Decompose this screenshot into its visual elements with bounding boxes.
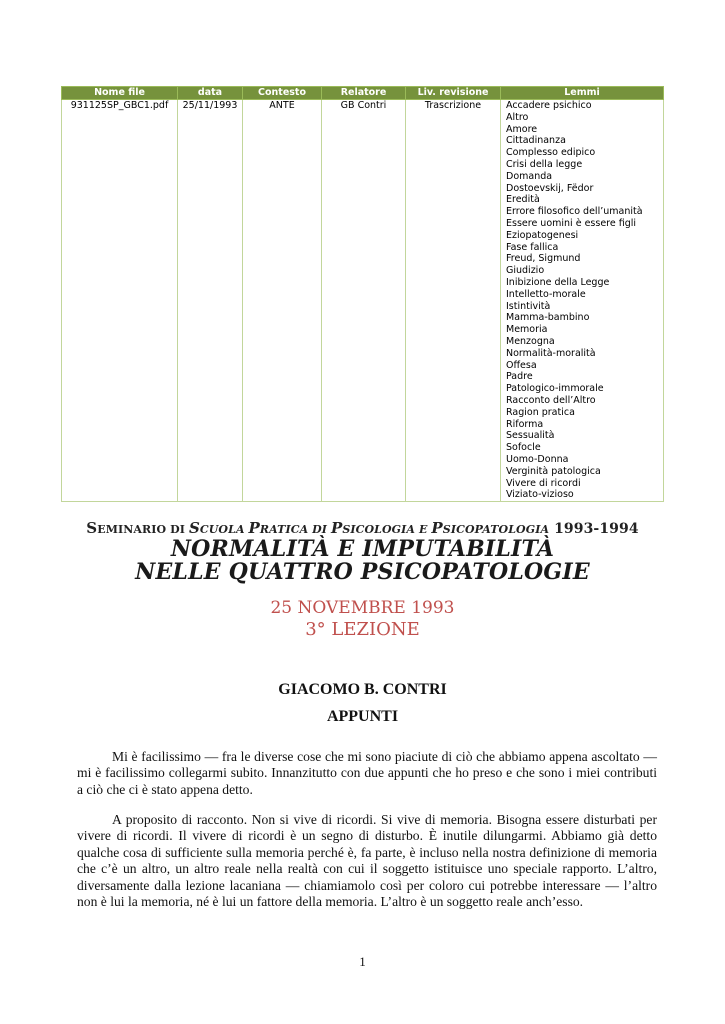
body-paragraph-1: Mi è facilissimo — fra le diverse cose che mi sono piaciute di ciò che abbiamo appena ascoltato — mi è facilissimo collegarmi subito. Innanzitutto con due appunti che ho preso e che sono i miei contributi a ciò che ci è stato appena detto.: [77, 749, 657, 797]
header-lemmi: Lemmi: [501, 87, 664, 100]
header-liv-revisione: Liv. revisione: [406, 87, 501, 100]
seminar-text: EMINARIO DI: [97, 523, 189, 536]
cell-nome-file: 931125SP_GBC1.pdf: [62, 100, 178, 502]
section-subtitle: APPUNTI: [326, 708, 399, 725]
title-line-1: NORMALITÀ E IMPUTABILITÀ: [170, 536, 555, 562]
cell-lemmi: [501, 100, 664, 502]
lemma-item: Uomo-Donna: [506, 453, 569, 465]
header-contesto: Contesto: [243, 87, 322, 100]
lemma-item: Errore filosofico dell’umanità: [506, 206, 643, 218]
lemma-item: Riforma: [506, 418, 544, 430]
lemma-item: Verginità patologica: [506, 465, 601, 477]
cell-data: 25/11/1993: [178, 100, 243, 502]
lemma-item: Padre: [506, 371, 533, 383]
lemma-item: Eredità: [506, 194, 540, 206]
lemma-item: Dostoevskij, Fëdor: [506, 182, 594, 194]
lemma-item: Normalità-moralità: [506, 347, 596, 359]
seminar-years: 1993-1994: [549, 521, 639, 537]
title-line-2: NELLE QUATTRO PSICOPATOLOGIE: [135, 559, 590, 585]
lemma-item: Crisi della legge: [506, 158, 583, 170]
lemma-item: Menzogna: [506, 335, 555, 347]
lemma-item: Sessualità: [506, 430, 555, 442]
seminar-text: SICOPATOLOGIA: [442, 523, 550, 536]
seminar-heading: [0, 519, 725, 537]
lemma-item: Cittadinanza: [506, 135, 566, 147]
seminar-text: S: [86, 519, 98, 537]
lemma-item: Memoria: [506, 324, 548, 336]
lesson-date: 25 NOVEMBRE 1993: [270, 598, 455, 618]
seminar-text: P: [330, 519, 343, 537]
lemma-item: Ragion pratica: [506, 406, 575, 418]
lemma-item: Racconto dell’Altro: [506, 394, 596, 406]
author-name: GIACOMO B. CONTRI: [278, 681, 447, 698]
lemma-item: Eziopatogenesi: [506, 229, 579, 241]
lemma-item: Inibizione della Legge: [506, 276, 610, 288]
seminar-text: SICOLOGIA E: [342, 523, 432, 536]
lemma-item: Amore: [506, 123, 538, 135]
lemma-item: Freud, Sigmund: [506, 253, 581, 265]
lemma-item: Essere uomini è essere figli: [506, 217, 637, 229]
lemma-item: Fase fallica: [506, 241, 559, 253]
lemma-item: Accadere psichico: [506, 100, 592, 111]
lemma-item: Sofocle: [506, 442, 541, 454]
lemma-item: Vivere di ricordi: [506, 477, 581, 489]
seminar-text: P: [248, 519, 260, 537]
lemma-item: Altro: [506, 111, 529, 123]
header-nome-file: Nome file: [62, 87, 178, 100]
lemma-item: Viziato-vizioso: [506, 489, 574, 501]
lemma-item: Offesa: [506, 359, 537, 371]
cell-contesto: ANTE: [243, 100, 322, 502]
lesson-number: 3° LEZIONE: [305, 619, 420, 640]
lemma-item: Istintività: [506, 300, 551, 312]
page-number: 1: [359, 954, 366, 969]
seminar-text: RATICA DI: [259, 523, 331, 536]
lemma-item: Complesso edipico: [506, 147, 596, 159]
seminar-text: P: [431, 519, 443, 537]
body-paragraph-2: A proposito di racconto. Non si vive di ricordi. Si vive di memoria. Bisogna essere disturbati per vivere di ricordi. Il vivere di ricordi è un segno di disturbo. È inutile dilungarmi. Abbiamo già detto qualche cosa di sufficiente sulla memoria perché è, fa parte, è incluso nella nostra definizione di memoria che c’è un altro, un altro reale nella realtà con cui il soggetto istituisce uno speciale rapporto. L’altro, diversamente dalla lezione lacaniana — chiamiamolo così per coloro cui potrebbe interessare — l’altro non è lui la memoria, né è lui un fattore della memoria. L’altro è un soggetto reale anch’esso.: [77, 812, 657, 910]
cell-relatore: GB Contri: [322, 100, 406, 502]
lemma-item: Domanda: [506, 170, 553, 182]
metadata-table: [61, 86, 664, 502]
seminar-text: CUOLA: [199, 523, 249, 536]
header-relatore: Relatore: [322, 87, 406, 100]
cell-liv-revisione: Trascrizione: [406, 100, 501, 502]
lemma-item: Giudizio: [506, 265, 545, 277]
seminar-text: S: [188, 519, 200, 537]
table-header-row: [62, 87, 664, 100]
lemma-item: Patologico-immorale: [506, 383, 604, 395]
lemma-item: Intelletto-morale: [506, 288, 586, 300]
header-data: data: [178, 87, 243, 100]
lemma-item: Mamma-bambino: [506, 312, 590, 324]
table-row: [62, 100, 664, 502]
